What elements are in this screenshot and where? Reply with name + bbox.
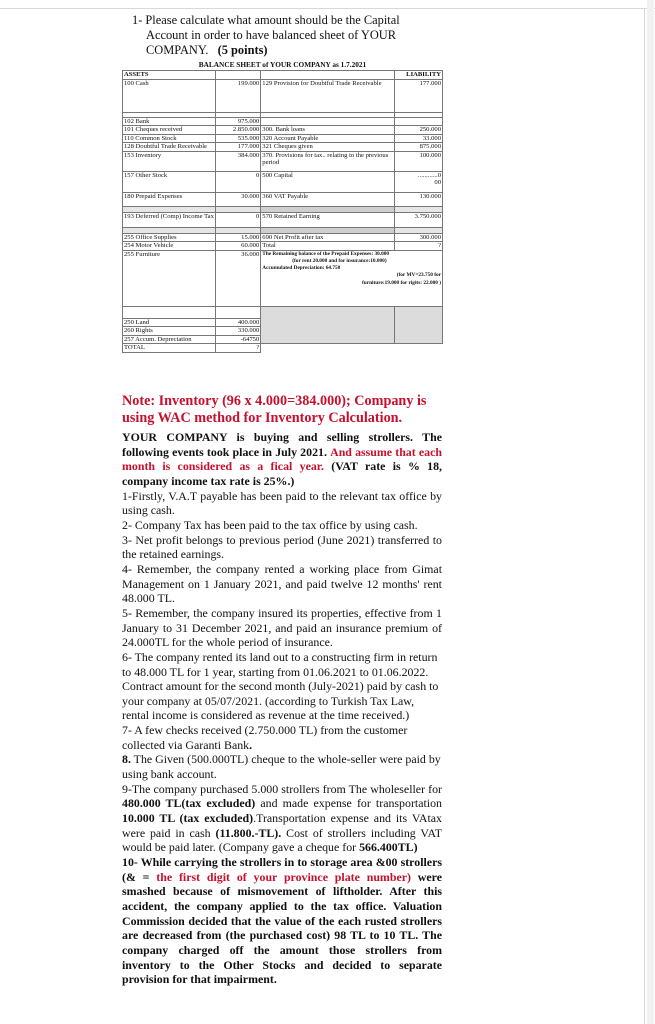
- event-text: 9-The company purchased 5.000 strollers from The wholeseller for: [122, 781, 442, 796]
- liability-value: 177.000: [394, 79, 442, 112]
- note-line: (for rent 20.000 and for insurance:10.000): [292, 257, 387, 264]
- liability-label: 570 Retained Earning: [261, 212, 394, 227]
- table-row-total: [123, 344, 443, 353]
- liability-value: 3.750.000: [394, 212, 442, 227]
- capital-value: ............0: [417, 171, 441, 179]
- liability-value: [394, 171, 442, 192]
- note-line: furniture:19.000 for rigits: 22.000 ): [362, 279, 441, 286]
- event-item: 4- Remember, the company rented a working place from Gimat Management on 1 January 2021, and paid twelve 12 months' rent 48.000 TL.: [122, 561, 442, 606]
- event-item: [122, 782, 442, 855]
- asset-label: 102 Bank: [123, 117, 216, 126]
- balance-sheet-table: [122, 70, 443, 353]
- assets-header: ASSETS: [123, 71, 216, 80]
- event-text: and made expense for transportation: [255, 796, 442, 811]
- asset-label: 255 Office Supplies: [123, 233, 216, 242]
- table-row: [123, 192, 443, 206]
- event-highlight: the first digit of your province plate number): [156, 869, 411, 884]
- liability-label: 129 Provision for Doubtful Trade Receivable: [261, 79, 394, 112]
- liability-label: 690 Net Profit after tax: [261, 233, 394, 242]
- event-amount: (11.800.-TL).: [215, 825, 282, 840]
- note-line: using WAC method for Inventory Calculation.: [122, 410, 403, 426]
- question-points: (5 points): [217, 43, 268, 57]
- event-item: 6- The company rented its land out to a constructing firm in return to 48.000 TL for 1 year, starting from 01.06.2021 to 01.06.2022. Contract amount for the second month (July-2021) paid by cash to your company at 05/07/2021. (according to Turkish Tax Law, rental income is considered as revenue at the time received.): [122, 649, 439, 723]
- problem-text: [122, 393, 442, 987]
- balance-sheet-title: BALANCE SHEET of YOUR COMPANY as 1.7.2021: [198, 60, 367, 69]
- event-text: Cost of strollers including VAT would be paid later. (Company gave a cheque for: [122, 825, 443, 855]
- asset-label: 260 Rights: [123, 327, 216, 336]
- liability-value: ?: [394, 242, 442, 251]
- event-item: 3- Net profit belongs to previous period (June 2021) transferred to the retained earnings.: [122, 532, 442, 562]
- intro-text: YOUR COMPANY is buying and selling strollers. The following events took place in July 2021.: [122, 430, 442, 459]
- asset-label: 100 Cash: [123, 79, 216, 112]
- asset-value: 400.000: [215, 318, 260, 327]
- total-label: TOTAL: [123, 344, 216, 353]
- event-number: 8.: [122, 752, 131, 767]
- asset-label: 180 Prepaid Expenses: [123, 192, 216, 206]
- asset-label: 110 Common Stock: [123, 134, 216, 143]
- question-line: Account in order to have balanced sheet of YOUR: [146, 28, 397, 42]
- liability-value: 300.000: [394, 233, 442, 242]
- liability-header: LIABILITY: [394, 71, 442, 80]
- event-amount: 566.400TL): [359, 840, 418, 855]
- asset-value: 30.000: [215, 192, 260, 206]
- asset-value: 15.000: [215, 233, 260, 242]
- balance-sheet: [122, 60, 443, 353]
- liability-label: 360 VAT Payable: [261, 192, 394, 206]
- event-punct: .: [249, 737, 253, 752]
- capital-value-cont: 00: [434, 179, 441, 186]
- asset-value: 0: [215, 171, 260, 192]
- intro-fiscal-note: And assume that each month is considered as a fical year.: [122, 444, 442, 474]
- asset-label: 128 Doubtful Trade Receivable: [123, 143, 216, 152]
- event-amount: 480.000 TL(tax excluded): [122, 796, 256, 811]
- question-line: 1- Please calculate what amount should be the Capital: [132, 13, 400, 27]
- question-heading: [132, 13, 422, 58]
- asset-value: 384.000: [215, 151, 260, 171]
- liability-value: 33.000: [394, 134, 442, 143]
- asset-value: 36.000: [215, 250, 260, 306]
- asset-label: 153 Inventory: [123, 151, 216, 171]
- asset-label: 257 Accum. Depreciation: [123, 335, 216, 344]
- asset-value: 199.000: [215, 79, 260, 112]
- asset-value: 0: [215, 212, 260, 227]
- event-item: [122, 855, 442, 987]
- event-text: .Transportation expense and its VAtax were paid in cash: [122, 811, 442, 840]
- asset-value: 535.000: [215, 134, 260, 143]
- page-right-border: [644, 8, 645, 1024]
- liability-value: 250.000: [394, 126, 442, 135]
- table-row: [123, 250, 443, 306]
- event-text: The Given (500.000TL) cheque to the whole-seller were paid by using bank account.: [122, 752, 441, 782]
- asset-value: 60.000: [215, 242, 260, 251]
- liability-value: 875.000: [394, 143, 442, 152]
- table-header-row: [123, 71, 443, 80]
- table-row: [123, 143, 443, 152]
- event-item: [122, 723, 442, 752]
- asset-value: -64750: [215, 335, 260, 344]
- asset-value: 177.000: [215, 143, 260, 152]
- event-text: 7- A few checks received (2.750.000 TL) from the customer collected via Garanti Bank: [122, 723, 408, 752]
- liability-value: 130.000: [394, 192, 442, 206]
- question-text: COMPANY.: [146, 43, 209, 57]
- liability-value: 100.000: [394, 151, 442, 171]
- asset-label: 255 Furniture: [123, 250, 216, 306]
- asset-value: 2.850.000: [215, 126, 260, 135]
- total-value: ?: [215, 344, 260, 353]
- asset-label: 157 Other Stock: [123, 171, 216, 192]
- liability-label: 500 Capital: [261, 171, 394, 192]
- table-row: [123, 233, 443, 242]
- asset-value: 330.000: [215, 327, 260, 336]
- intro-paragraph: [122, 430, 442, 489]
- event-text: were smashed because of mismovement of liftholder. After this accident, the company applied to the tax office. Valuation Commission decided that the value of the each rusted strollers are decreased from (the purchased cost) 98 TL to 10 TL. The company charged off the amount those strollers from inventory to the Other Stocks and decided to separate provision for that impairment.: [122, 869, 442, 987]
- intro-rates: (VAT rate is % 18, company income tax rate is 25%.): [122, 459, 442, 488]
- asset-label: 193 Deferred (Comp) Income Tax: [123, 212, 216, 227]
- table-row: [123, 151, 443, 171]
- event-item: 5- Remember, the company insured its properties, effective from 1 January to 31 December 2021, and paid an insurance premium of 24.000TL for the whole period of insurance.: [122, 605, 442, 650]
- event-item: 1-Firstly, V.A.T payable has been paid to the relevant tax office by using cash.: [122, 488, 442, 518]
- inventory-note: [122, 393, 442, 427]
- liability-label: 370. Provisions for tax.. relating to the previous period: [261, 151, 394, 171]
- liability-label: 321 Cheques given: [261, 143, 394, 152]
- scrollbar[interactable]: [647, 0, 654, 1024]
- asset-label: 101 Cheques received: [123, 126, 216, 135]
- asset-label: 254 Motor Vehicle: [123, 242, 216, 251]
- event-text: 10- While carrying the strollers in to storage area &00 strollers (& =: [122, 855, 442, 884]
- asset-label: 250 Land: [123, 318, 216, 327]
- note-line: (for MV=23.750 for: [396, 272, 441, 279]
- table-row: [123, 306, 443, 318]
- note-line: Note: Inventory (96 x 4.000=384.000); Company is: [122, 393, 427, 409]
- table-row: [123, 242, 443, 251]
- table-row: [123, 126, 443, 135]
- event-amount: 10.000 TL (tax excluded): [122, 811, 254, 826]
- question-line: [132, 43, 422, 58]
- table-row: [123, 212, 443, 227]
- note-line: The Remaining balance of the Prepaid Expenses: 30.000: [262, 250, 390, 257]
- table-row: [123, 171, 443, 192]
- note-line: Accumulated Depreciation: 64.750: [262, 265, 341, 272]
- event-item: 2- Company Tax has been paid to the tax office by using cash.: [122, 517, 418, 532]
- liability-label: 320 Account Payable: [261, 134, 394, 143]
- event-item: [122, 752, 442, 781]
- remaining-balance-note: [261, 250, 443, 306]
- page-top-border: [0, 8, 655, 9]
- table-row: [123, 134, 443, 143]
- liability-label: 300. Bank loans: [261, 126, 394, 135]
- liability-label: Total: [261, 242, 394, 251]
- table-row: [123, 117, 443, 126]
- asset-value: 975.000: [215, 117, 260, 126]
- table-row: [123, 79, 443, 112]
